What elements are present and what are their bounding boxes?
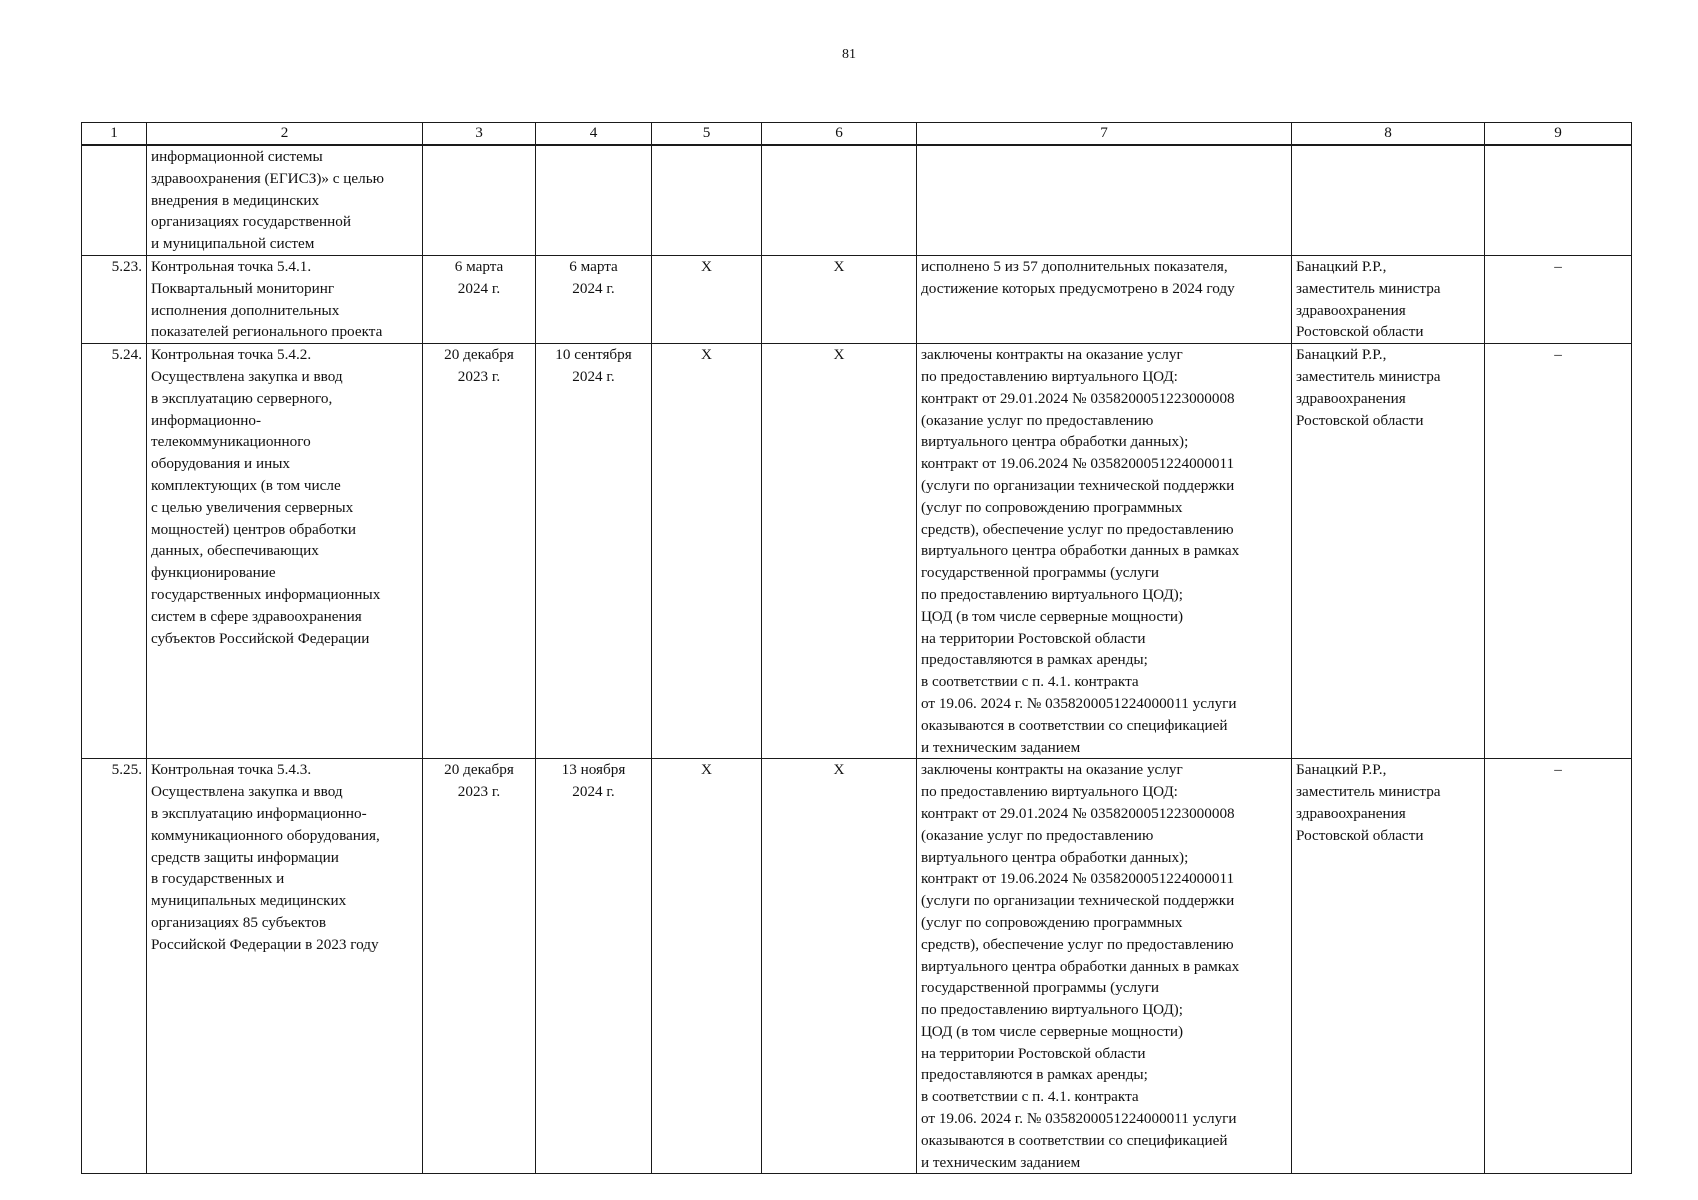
col9-value: – <box>1485 344 1632 759</box>
fact-date: 13 ноября 2024 г. <box>536 759 652 1174</box>
header-col-2: 2 <box>147 123 423 146</box>
plan-date: 20 декабря 2023 г. <box>423 344 536 759</box>
fact-date: 10 сентября 2024 г. <box>536 344 652 759</box>
event-name: Контрольная точка 5.4.3. Осуществлена закупка и ввод в эксплуатацию информационно- коммуникационного оборудования, средств защиты информации в государственных и муниципальных медицинских организациях 85 субъектов Российской Федерации в 2023 году <box>147 759 423 1174</box>
table-row <box>82 344 1632 759</box>
col6-value <box>762 145 917 256</box>
plan-date: 6 марта 2024 г. <box>423 256 536 344</box>
fact-date: 6 марта 2024 г. <box>536 256 652 344</box>
plan-date: 20 декабря 2023 г. <box>423 759 536 1174</box>
page-number: 81 <box>842 47 856 62</box>
table-row <box>82 145 1632 256</box>
fact-date <box>536 145 652 256</box>
col6-value: X <box>762 256 917 344</box>
report-table <box>81 122 1632 1174</box>
plan-date <box>423 145 536 256</box>
event-name: Контрольная точка 5.4.1. Поквартальный мониторинг исполнения дополнительных показателей регионального проекта <box>147 256 423 344</box>
header-col-1: 1 <box>82 123 147 146</box>
header-col-5: 5 <box>652 123 762 146</box>
table-header <box>82 123 1632 146</box>
col5-value: X <box>652 256 762 344</box>
col6-value: X <box>762 759 917 1174</box>
row-number: 5.23. <box>82 256 147 344</box>
col5-value <box>652 145 762 256</box>
header-col-7: 7 <box>917 123 1292 146</box>
table-row <box>82 256 1632 344</box>
col5-value: X <box>652 759 762 1174</box>
row-number <box>82 145 147 256</box>
header-col-3: 3 <box>423 123 536 146</box>
result-text <box>917 145 1292 256</box>
row-number: 5.24. <box>82 344 147 759</box>
col6-value: X <box>762 344 917 759</box>
header-col-8: 8 <box>1292 123 1485 146</box>
row-number: 5.25. <box>82 759 147 1174</box>
responsible-person <box>1292 145 1485 256</box>
result-text: заключены контракты на оказание услуг по предоставлению виртуального ЦОД: контракт от 29.01.2024 № 0358200051223000008 (оказание услуг по предоставлению виртуального центра обработки данных); контракт от 19.06.2024 № 0358200051224000011 (услуги по организации технической поддержки (услуг по сопровождению программных средств), обеспечение услуг по предоставлению виртуального центра обработки данных в рамках государственной программы (услуги по предоставлению виртуального ЦОД); ЦОД (в том числе серверные мощности) на территории Ростовской области предоставляются в рамках аренды; в соответствии с п. 4.1. контракта от 19.06. 2024 г. № 0358200051224000011 услуги оказываются в соответствии со спецификацией и техническим заданием <box>917 344 1292 759</box>
event-name: информационной системы здравоохранения (ЕГИСЗ)» с целью внедрения в медицинских организациях государственной и муниципальной систем <box>147 145 423 256</box>
col9-value <box>1485 145 1632 256</box>
header-col-6: 6 <box>762 123 917 146</box>
col9-value: – <box>1485 759 1632 1174</box>
col5-value: X <box>652 344 762 759</box>
header-col-4: 4 <box>536 123 652 146</box>
result-text: заключены контракты на оказание услуг по предоставлению виртуального ЦОД: контракт от 29.01.2024 № 0358200051223000008 (оказание услуг по предоставлению виртуального центра обработки данных); контракт от 19.06.2024 № 0358200051224000011 (услуги по организации технической поддержки (услуг по сопровождению программных средств), обеспечение услуг по предоставлению виртуального центра обработки данных в рамках государственной программы (услуги по предоставлению виртуального ЦОД); ЦОД (в том числе серверные мощности) на территории Ростовской области предоставляются в рамках аренды; в соответствии с п. 4.1. контракта от 19.06. 2024 г. № 0358200051224000011 услуги оказываются в соответствии со спецификацией и техническим заданием <box>917 759 1292 1174</box>
responsible-person: Банацкий Р.Р., заместитель министра здравоохранения Ростовской области <box>1292 759 1485 1174</box>
table-row <box>82 759 1632 1174</box>
event-name: Контрольная точка 5.4.2. Осуществлена закупка и ввод в эксплуатацию серверного, информационно- телекоммуникационного оборудования и иных комплектующих (в том числе с целью увеличения серверных мощностей) центров обработки данных, обеспечивающих функционирование государственных информационных систем в сфере здравоохранения субъектов Российской Федерации <box>147 344 423 759</box>
header-col-9: 9 <box>1485 123 1632 146</box>
result-text: исполнено 5 из 57 дополнительных показателя, достижение которых предусмотрено в 2024 году <box>917 256 1292 344</box>
responsible-person: Банацкий Р.Р., заместитель министра здравоохранения Ростовской области <box>1292 256 1485 344</box>
responsible-person: Банацкий Р.Р., заместитель министра здравоохранения Ростовской области <box>1292 344 1485 759</box>
col9-value: – <box>1485 256 1632 344</box>
